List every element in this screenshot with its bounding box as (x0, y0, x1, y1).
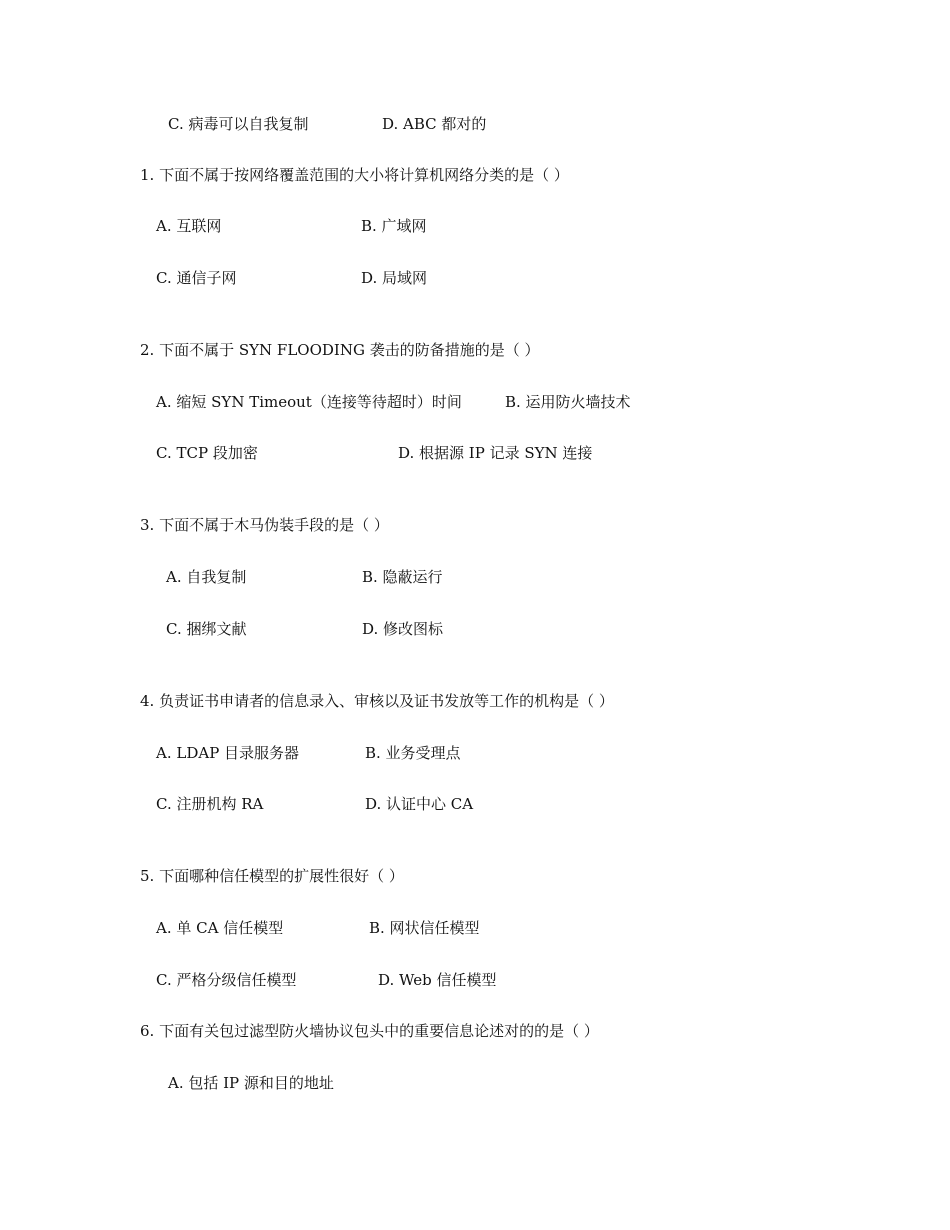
question-2-option-a: A. 缩短 SYN Timeout（连接等待超时）时间 (156, 393, 462, 411)
question-4-stem: 4. 负责证书申请者的信息录入、审核以及证书发放等工作的机构是（ ） (140, 692, 614, 710)
question-1-stem: 1. 下面不属于按网络覆盖范围的大小将计算机网络分类的是（ ） (140, 166, 569, 184)
question-4-option-c: C. 注册机构 RA (156, 795, 264, 813)
question-4-option-d: D. 认证中心 CA (365, 795, 474, 813)
question-5-option-b: B. 网状信任模型 (369, 919, 480, 937)
question-1-option-d: D. 局域网 (361, 269, 428, 287)
question-3-option-d: D. 修改图标 (362, 620, 444, 638)
question-6-stem: 6. 下面有关包过滤型防火墙协议包头中的重要信息论述对的的是（ ） (140, 1022, 599, 1040)
question-1-option-c: C. 通信子网 (156, 269, 237, 287)
question-5-option-c: C. 严格分级信任模型 (156, 971, 297, 989)
question-4-option-b: B. 业务受理点 (365, 744, 461, 762)
intro-option-d: D. ABC 都对的 (382, 115, 487, 133)
question-3-option-c: C. 捆绑文献 (166, 620, 247, 638)
question-2-option-c: C. TCP 段加密 (156, 444, 258, 462)
question-2-option-d: D. 根据源 IP 记录 SYN 连接 (398, 444, 593, 462)
question-5-option-d: D. Web 信任模型 (378, 971, 497, 989)
question-4-option-a: A. LDAP 目录服务器 (156, 744, 300, 762)
intro-option-c: C. 病毒可以自我复制 (168, 115, 309, 133)
question-1-option-a: A. 互联网 (156, 217, 222, 235)
question-3-stem: 3. 下面不属于木马伪装手段的是（ ） (140, 516, 389, 534)
question-2-option-b: B. 运用防火墙技术 (505, 393, 631, 411)
question-5-option-a: A. 单 CA 信任模型 (156, 919, 284, 937)
question-5-stem: 5. 下面哪种信任模型的扩展性很好（ ） (140, 867, 404, 885)
question-6-option-a: A. 包括 IP 源和目的地址 (168, 1074, 334, 1092)
question-1-option-b: B. 广域网 (361, 217, 427, 235)
question-2-stem: 2. 下面不属于 SYN FLOODING 袭击的防备措施的是（ ） (140, 341, 540, 359)
question-3-option-b: B. 隐蔽运行 (362, 568, 443, 586)
question-3-option-a: A. 自我复制 (166, 568, 247, 586)
